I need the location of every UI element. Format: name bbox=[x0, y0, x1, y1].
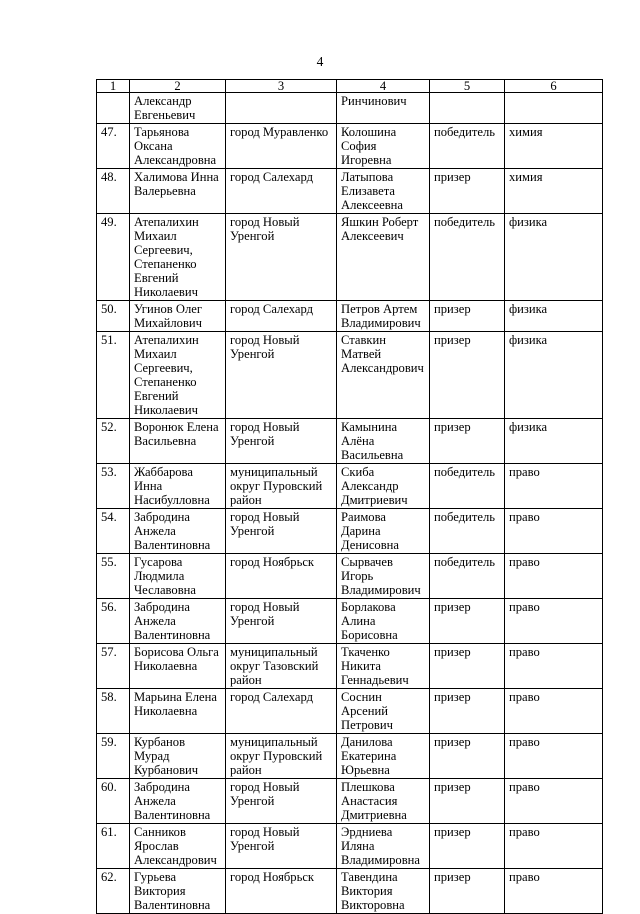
row-number-cell: 50. bbox=[97, 301, 130, 332]
student-name-cell: Ткаченко Никита Геннадьевич bbox=[337, 644, 430, 689]
header-col-1: 1 bbox=[97, 80, 130, 93]
table-row bbox=[97, 301, 603, 332]
teacher-name-cell: Борисова Ольга Николаевна bbox=[130, 644, 226, 689]
student-name-cell: Колошина София Игоревна bbox=[337, 124, 430, 169]
table-row bbox=[97, 419, 603, 464]
subject-cell: право bbox=[505, 869, 603, 914]
student-name-cell: Латыпова Елизавета Алексеевна bbox=[337, 169, 430, 214]
table-header bbox=[97, 80, 603, 93]
teacher-name-cell: Атепалихин Михаил Сергеевич, Степаненко Евгений Николаевич bbox=[130, 332, 226, 419]
subject-cell: право bbox=[505, 779, 603, 824]
municipality-cell: муниципальный округ Пуровский район bbox=[226, 464, 337, 509]
teacher-name-cell: Гусарова Людмила Чеславовна bbox=[130, 554, 226, 599]
table-row bbox=[97, 779, 603, 824]
award-status-cell: победитель bbox=[430, 124, 505, 169]
table-row bbox=[97, 214, 603, 301]
municipality-cell: город Салехард bbox=[226, 169, 337, 214]
table-row bbox=[97, 169, 603, 214]
subject-cell: право bbox=[505, 509, 603, 554]
student-name-cell: Ринчинович bbox=[337, 93, 430, 124]
award-status-cell: победитель bbox=[430, 214, 505, 301]
row-number-cell: 59. bbox=[97, 734, 130, 779]
table-row bbox=[97, 332, 603, 419]
municipality-cell: город Новый Уренгой bbox=[226, 332, 337, 419]
teacher-name-cell: Санников Ярослав Александрович bbox=[130, 824, 226, 869]
header-col-5: 5 bbox=[430, 80, 505, 93]
row-number-cell: 49. bbox=[97, 214, 130, 301]
table-row bbox=[97, 734, 603, 779]
student-name-cell: Плешкова Анастасия Дмитриевна bbox=[337, 779, 430, 824]
award-status-cell: призер bbox=[430, 332, 505, 419]
table-row bbox=[97, 554, 603, 599]
table-row bbox=[97, 464, 603, 509]
award-status-cell: призер bbox=[430, 824, 505, 869]
municipality-cell: муниципальный округ Пуровский район bbox=[226, 734, 337, 779]
municipality-cell: город Ноябрьск bbox=[226, 869, 337, 914]
subject-cell: физика bbox=[505, 419, 603, 464]
municipality-cell bbox=[226, 93, 337, 124]
row-number-cell: 60. bbox=[97, 779, 130, 824]
teacher-name-cell: Забродина Анжела Валентиновна bbox=[130, 779, 226, 824]
header-row bbox=[97, 80, 603, 93]
municipality-cell: город Ноябрьск bbox=[226, 554, 337, 599]
award-status-cell: призер bbox=[430, 779, 505, 824]
subject-cell: физика bbox=[505, 214, 603, 301]
municipality-cell: город Салехард bbox=[226, 689, 337, 734]
row-number-cell: 62. bbox=[97, 869, 130, 914]
subject-cell: право bbox=[505, 734, 603, 779]
header-col-3: 3 bbox=[226, 80, 337, 93]
row-number-cell: 51. bbox=[97, 332, 130, 419]
student-name-cell: Ставкин Матвей Александрович bbox=[337, 332, 430, 419]
row-number-cell: 47. bbox=[97, 124, 130, 169]
student-name-cell: Раимова Дарина Денисовна bbox=[337, 509, 430, 554]
student-name-cell: Борлакова Алина Борисовна bbox=[337, 599, 430, 644]
municipality-cell: город Муравленко bbox=[226, 124, 337, 169]
student-name-cell: Данилова Екатерина Юрьевна bbox=[337, 734, 430, 779]
teacher-name-cell: Халимова Инна Валерьевна bbox=[130, 169, 226, 214]
subject-cell: химия bbox=[505, 169, 603, 214]
award-status-cell: победитель bbox=[430, 554, 505, 599]
student-name-cell: Соснин Арсений Петрович bbox=[337, 689, 430, 734]
table-row bbox=[97, 824, 603, 869]
award-status-cell: призер bbox=[430, 301, 505, 332]
row-number-cell: 56. bbox=[97, 599, 130, 644]
award-status-cell: призер bbox=[430, 599, 505, 644]
teacher-name-cell: Тарьянова Оксана Александровна bbox=[130, 124, 226, 169]
student-name-cell: Петров Артем Владимирович bbox=[337, 301, 430, 332]
municipality-cell: город Новый Уренгой bbox=[226, 214, 337, 301]
teacher-name-cell: Атепалихин Михаил Сергеевич, Степаненко Евгений Николаевич bbox=[130, 214, 226, 301]
award-status-cell: призер bbox=[430, 644, 505, 689]
subject-cell: право bbox=[505, 554, 603, 599]
table-row bbox=[97, 599, 603, 644]
row-number-cell: 53. bbox=[97, 464, 130, 509]
table-body bbox=[97, 93, 603, 914]
student-name-cell: Тавендина Виктория Викторовна bbox=[337, 869, 430, 914]
teacher-name-cell: Гурьева Виктория Валентиновна bbox=[130, 869, 226, 914]
subject-cell: право bbox=[505, 824, 603, 869]
row-number-cell bbox=[97, 93, 130, 124]
subject-cell: право bbox=[505, 644, 603, 689]
student-name-cell: Яшкин Роберт Алексеевич bbox=[337, 214, 430, 301]
results-table bbox=[96, 79, 603, 914]
table-row bbox=[97, 689, 603, 734]
table-row bbox=[97, 93, 603, 124]
table-row bbox=[97, 869, 603, 914]
table-row bbox=[97, 509, 603, 554]
award-status-cell: победитель bbox=[430, 464, 505, 509]
municipality-cell: муниципальный округ Тазовский район bbox=[226, 644, 337, 689]
award-status-cell: призер bbox=[430, 869, 505, 914]
award-status-cell: призер bbox=[430, 734, 505, 779]
header-col-2: 2 bbox=[130, 80, 226, 93]
municipality-cell: город Новый Уренгой bbox=[226, 509, 337, 554]
award-status-cell: призер bbox=[430, 689, 505, 734]
municipality-cell: город Салехард bbox=[226, 301, 337, 332]
award-status-cell: призер bbox=[430, 419, 505, 464]
teacher-name-cell: Курбанов Мурад Курбанович bbox=[130, 734, 226, 779]
table-row bbox=[97, 644, 603, 689]
award-status-cell: победитель bbox=[430, 509, 505, 554]
subject-cell: право bbox=[505, 599, 603, 644]
teacher-name-cell: Александр Евгеньевич bbox=[130, 93, 226, 124]
subject-cell: химия bbox=[505, 124, 603, 169]
municipality-cell: город Новый Уренгой bbox=[226, 419, 337, 464]
municipality-cell: город Новый Уренгой bbox=[226, 779, 337, 824]
subject-cell: право bbox=[505, 689, 603, 734]
table-row bbox=[97, 124, 603, 169]
header-col-4: 4 bbox=[337, 80, 430, 93]
row-number-cell: 52. bbox=[97, 419, 130, 464]
award-status-cell bbox=[430, 93, 505, 124]
student-name-cell: Камынина Алёна Васильевна bbox=[337, 419, 430, 464]
student-name-cell: Сырвачев Игорь Владимирович bbox=[337, 554, 430, 599]
teacher-name-cell: Жаббарова Инна Насибулловна bbox=[130, 464, 226, 509]
student-name-cell: Эрдниева Иляна Владимировна bbox=[337, 824, 430, 869]
municipality-cell: город Новый Уренгой bbox=[226, 824, 337, 869]
subject-cell: физика bbox=[505, 332, 603, 419]
teacher-name-cell: Забродина Анжела Валентиновна bbox=[130, 509, 226, 554]
row-number-cell: 58. bbox=[97, 689, 130, 734]
subject-cell: физика bbox=[505, 301, 603, 332]
row-number-cell: 48. bbox=[97, 169, 130, 214]
teacher-name-cell: Забродина Анжела Валентиновна bbox=[130, 599, 226, 644]
row-number-cell: 57. bbox=[97, 644, 130, 689]
header-col-6: 6 bbox=[505, 80, 603, 93]
award-status-cell: призер bbox=[430, 169, 505, 214]
page-number: 4 bbox=[316, 54, 324, 69]
row-number-cell: 54. bbox=[97, 509, 130, 554]
row-number-cell: 61. bbox=[97, 824, 130, 869]
subject-cell: право bbox=[505, 464, 603, 509]
row-number-cell: 55. bbox=[97, 554, 130, 599]
student-name-cell: Скиба Александр Дмитриевич bbox=[337, 464, 430, 509]
subject-cell bbox=[505, 93, 603, 124]
municipality-cell: город Новый Уренгой bbox=[226, 599, 337, 644]
teacher-name-cell: Воронюк Елена Васильевна bbox=[130, 419, 226, 464]
teacher-name-cell: Угинов Олег Михайлович bbox=[130, 301, 226, 332]
teacher-name-cell: Марьина Елена Николаевна bbox=[130, 689, 226, 734]
